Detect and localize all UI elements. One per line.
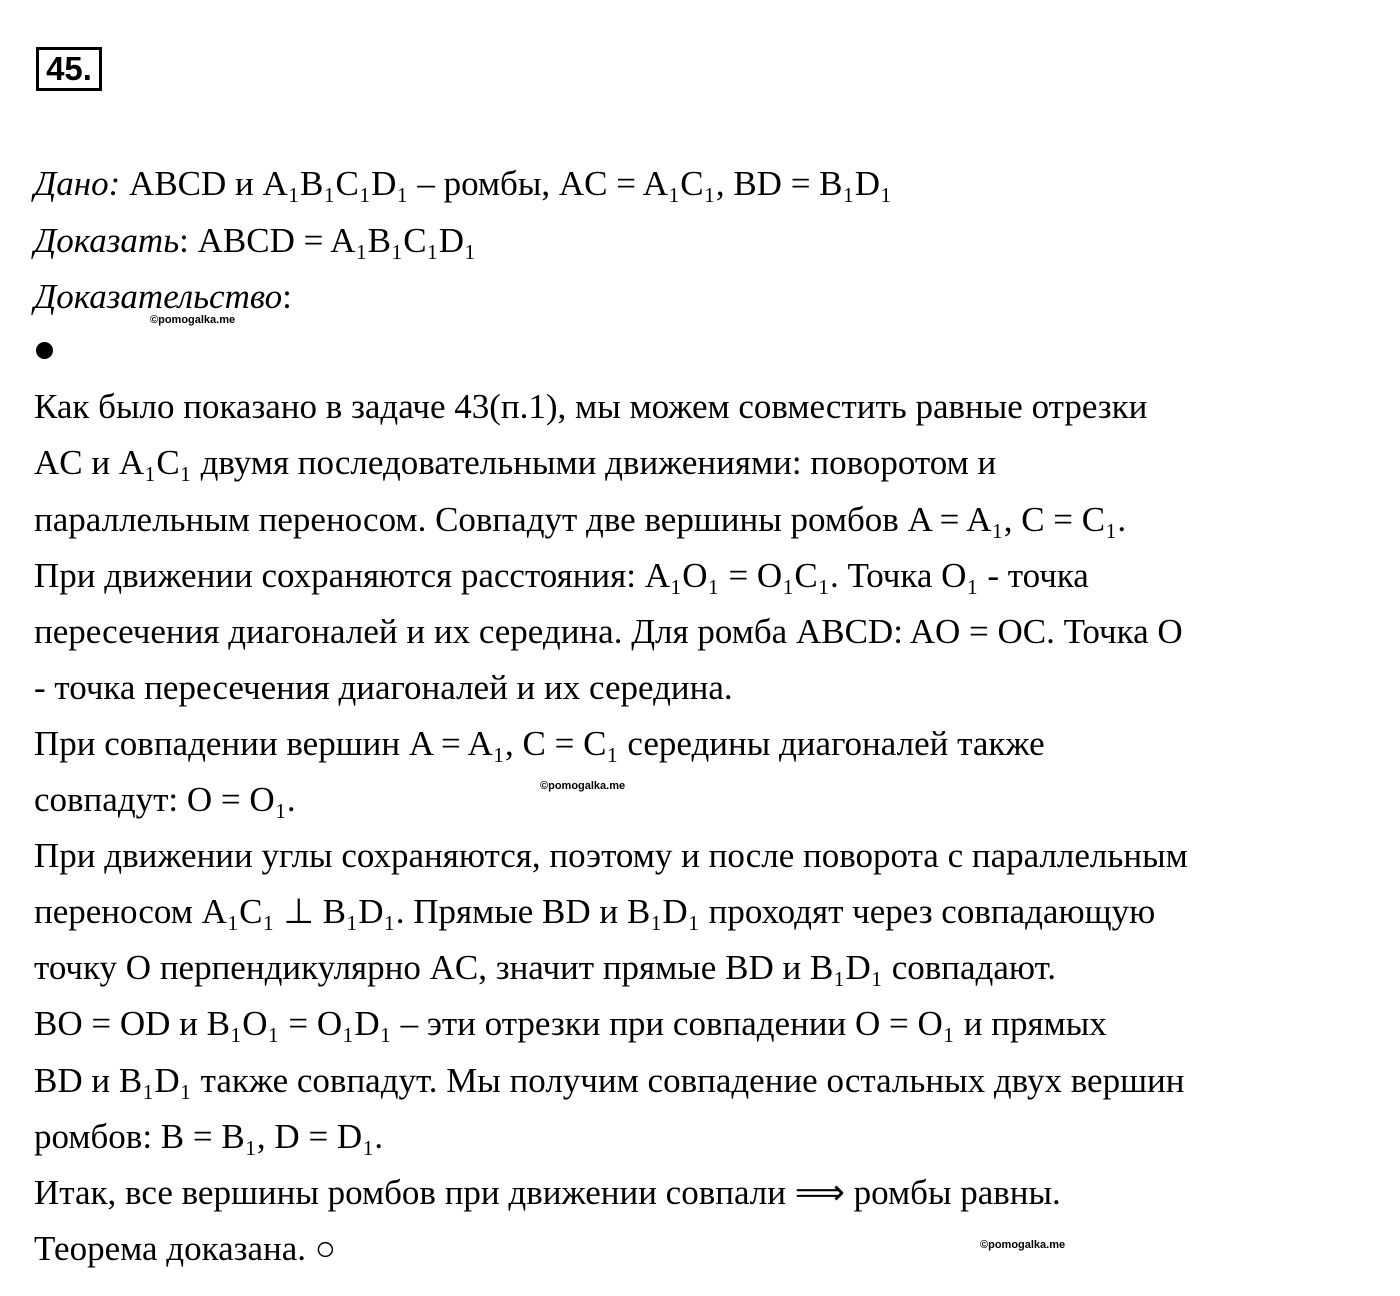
body-line: При движении углы сохраняются, поэтому и после поворота с параллельным	[34, 836, 1188, 875]
body-line: ромбов: B = B₁, D = D₁.	[34, 1117, 384, 1156]
prove-text: : ABCD = A₁B₁C₁D₁	[179, 221, 477, 260]
body-line: параллельным переносом. Совпадут две вершины ромбов A = A₁, C = C₁.	[34, 500, 1127, 539]
body-line: При совпадении вершин A = A₁, C = C₁ середины диагоналей также	[34, 724, 1045, 763]
body-line: - точка пересечения диагоналей и их середина.	[34, 668, 733, 707]
bullet-mark	[36, 342, 53, 359]
prove-line	[34, 221, 476, 261]
proof-colon: :	[282, 277, 292, 316]
proof-line	[34, 277, 292, 317]
body-line: BD и B₁D₁ также совпадут. Мы получим совпадение остальных двух вершин	[34, 1061, 1185, 1100]
body-line: точку O перпендикулярно AC, значит прямые BD и B₁D₁ совпадают.	[34, 948, 1056, 987]
watermark: ©pomogalka.me	[150, 314, 236, 326]
body-line: совпадут: O = O₁.	[34, 780, 296, 819]
given-label: Дано:	[34, 164, 121, 203]
body-line: Теорема доказана. ○	[34, 1229, 336, 1268]
problem-number: 45.	[36, 47, 102, 91]
given-line	[34, 164, 892, 204]
body-line: переносом A₁C₁ ⊥ B₁D₁. Прямые BD и B₁D₁ проходят через совпадающую	[34, 892, 1156, 931]
prove-label: Доказать	[34, 221, 180, 260]
body-line: AC и A₁C₁ двумя последовательными движениями: поворотом и	[34, 443, 997, 482]
body-line: Итак, все вершины ромбов при движении совпали ⟹ ромбы равны.	[34, 1173, 1061, 1212]
given-text: ABCD и A₁B₁C₁D₁ – ромбы, AC = A₁C₁, BD = B₁D₁	[129, 164, 893, 203]
watermark: ©pomogalka.me	[540, 780, 626, 792]
body-line: пересечения диагоналей и их середина. Для ромба ABCD: AO = OC. Точка O	[34, 612, 1183, 651]
body-line: BO = OD и B₁O₁ = O₁D₁ – эти отрезки при совпадении O = O₁ и прямых	[34, 1004, 1107, 1043]
proof-label: Доказательство	[34, 277, 283, 316]
body-line: Как было показано в задаче 43(п.1), мы можем совместить равные отрезки	[34, 387, 1148, 426]
body-line: При движении сохраняются расстояния: A₁O₁ = O₁C₁. Точка O₁ - точка	[34, 556, 1089, 595]
watermark: ©pomogalka.me	[980, 1239, 1066, 1251]
